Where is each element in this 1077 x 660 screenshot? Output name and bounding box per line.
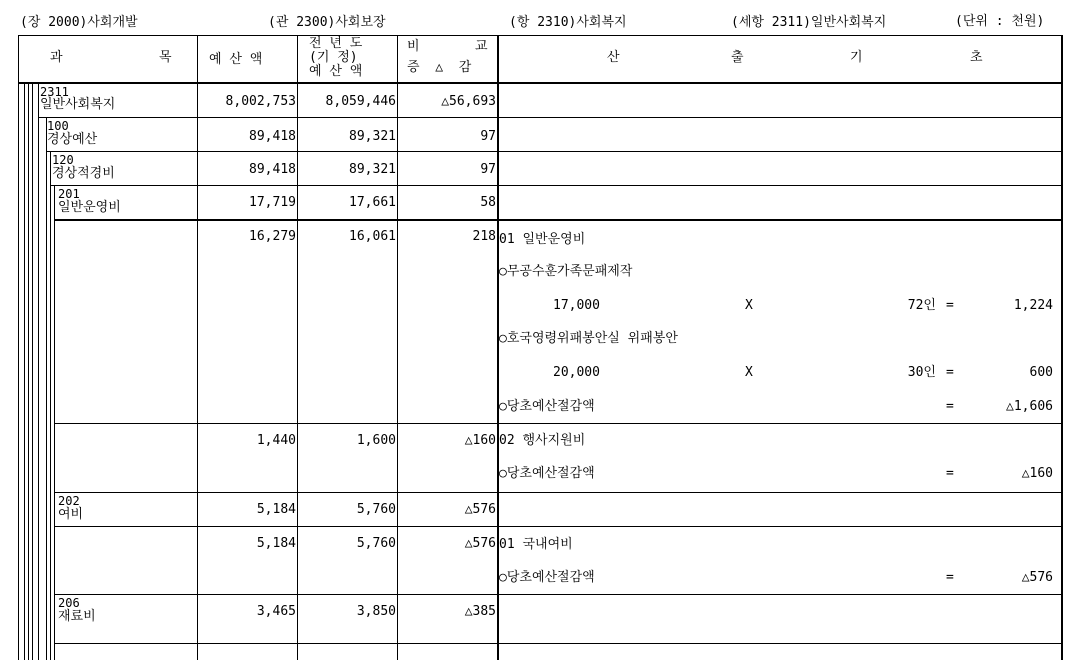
col-divider	[197, 35, 198, 660]
col-basis-4: 초	[970, 50, 983, 65]
basis-qty: 30인	[907, 365, 936, 380]
col-prev-3: 예 산 액	[309, 64, 363, 79]
basis-equals: =	[946, 365, 954, 380]
row-diff: △385	[464, 604, 496, 619]
left-border	[18, 35, 19, 660]
col-divider	[397, 35, 398, 660]
row-budget: 8,002,753	[225, 94, 296, 109]
col-divider	[497, 35, 499, 660]
basis-line: ○무공수훈가족문패제작	[499, 264, 633, 279]
row-name: 일반사회복지	[40, 97, 116, 112]
col-subject-right: 목	[159, 50, 172, 65]
basis-times: X	[745, 365, 753, 380]
hang-label: (항 2310)사회복지	[509, 15, 627, 30]
row-name: 재료비	[58, 609, 96, 624]
tree-line	[28, 82, 29, 660]
row-prev: 5,760	[356, 502, 396, 517]
basis-price: 20,000	[553, 365, 600, 380]
basis-amount: △576	[1021, 570, 1053, 585]
col-prev-2: (기 정)	[309, 50, 358, 65]
row-budget: 3,465	[256, 604, 296, 619]
row-budget: 89,418	[249, 129, 296, 144]
row-prev: 89,321	[349, 162, 396, 177]
row-prev: 8,059,446	[325, 94, 396, 109]
row-diff: 58	[480, 195, 496, 210]
basis-line: 01 일반운영비	[499, 232, 586, 247]
col-prev-1: 전 년 도	[309, 36, 363, 51]
basis-qty: 72인	[907, 298, 936, 313]
row-diff: 97	[480, 162, 496, 177]
row-code: 120	[52, 153, 74, 167]
row-line	[54, 643, 1062, 644]
basis-line: ○당초예산절감액	[499, 399, 595, 414]
col-basis-2: 출	[731, 50, 744, 65]
basis-price: 17,000	[553, 298, 600, 313]
row-prev: 1,600	[356, 433, 396, 448]
basis-equals: =	[946, 570, 954, 585]
row-prev: 3,850	[356, 604, 396, 619]
jang-label: (장 2000)사회개발	[20, 15, 138, 30]
tree-line	[54, 185, 55, 660]
row-line	[54, 423, 1062, 424]
row-prev: 16,061	[349, 229, 396, 244]
row-diff: △576	[464, 536, 496, 551]
row-line	[54, 526, 1062, 527]
row-line	[54, 219, 1062, 221]
col-compare-2: 증 △ 감	[407, 60, 472, 75]
basis-amount: △160	[1021, 466, 1053, 481]
row-diff: 97	[480, 129, 496, 144]
tree-line	[24, 82, 25, 660]
tree-line	[38, 82, 39, 660]
tree-line	[46, 117, 47, 660]
header-bottom-border	[18, 82, 1062, 84]
table-top-border	[18, 35, 1062, 36]
row-name: 경상적경비	[52, 166, 115, 181]
basis-line: ○호국영령위패봉안실 위패봉안	[499, 331, 678, 346]
row-code: 202	[58, 494, 80, 508]
basis-line: ○당초예산절감액	[499, 570, 595, 585]
col-subject-left: 과	[50, 50, 63, 65]
basis-amount: 1,224	[1013, 298, 1053, 313]
col-compare-1a: 비	[407, 39, 420, 54]
basis-equals: =	[946, 399, 954, 414]
col-budget: 예 산 액	[209, 52, 263, 67]
basis-line: 01 국내여비	[499, 537, 573, 552]
row-line	[54, 594, 1062, 595]
row-code: 100	[47, 119, 69, 133]
row-prev: 17,661	[349, 195, 396, 210]
row-line	[46, 151, 1062, 152]
basis-times: X	[745, 298, 753, 313]
row-name: 일반운영비	[58, 200, 121, 215]
row-budget: 17,719	[249, 195, 296, 210]
col-basis-1: 산	[607, 50, 620, 65]
row-line	[38, 117, 1062, 118]
row-prev: 5,760	[356, 536, 396, 551]
row-budget: 5,184	[256, 536, 296, 551]
basis-amount: 600	[1029, 365, 1053, 380]
basis-equals: =	[946, 466, 954, 481]
basis-line: 02 행사지원비	[499, 433, 586, 448]
basis-amount: △1,606	[1006, 399, 1053, 414]
row-budget: 5,184	[256, 502, 296, 517]
tree-line	[32, 82, 33, 660]
row-prev: 89,321	[349, 129, 396, 144]
right-border	[1061, 35, 1063, 660]
row-diff: 218	[472, 229, 496, 244]
row-budget: 89,418	[249, 162, 296, 177]
row-budget: 1,440	[256, 433, 296, 448]
row-code: 201	[58, 187, 80, 201]
row-budget: 16,279	[249, 229, 296, 244]
basis-equals: =	[946, 298, 954, 313]
sehang-label: (세항 2311)일반사회복지	[731, 15, 887, 30]
tree-line	[50, 151, 51, 660]
row-code: 2311	[40, 85, 69, 99]
row-code: 206	[58, 596, 80, 610]
col-divider	[297, 35, 298, 660]
col-compare-1b: 교	[475, 39, 488, 54]
row-diff: △576	[464, 502, 496, 517]
row-name: 경상예산	[47, 132, 98, 147]
col-basis-3: 기	[850, 50, 863, 65]
row-line	[50, 185, 1062, 186]
basis-line: ○당초예산절감액	[499, 466, 595, 481]
row-name: 여비	[58, 507, 84, 522]
row-diff: △56,693	[441, 94, 496, 109]
gwan-label: (관 2300)사회보장	[268, 15, 386, 30]
row-diff: △160	[464, 433, 496, 448]
unit-label: (단위 : 천원)	[955, 14, 1045, 29]
row-line	[54, 492, 1062, 493]
